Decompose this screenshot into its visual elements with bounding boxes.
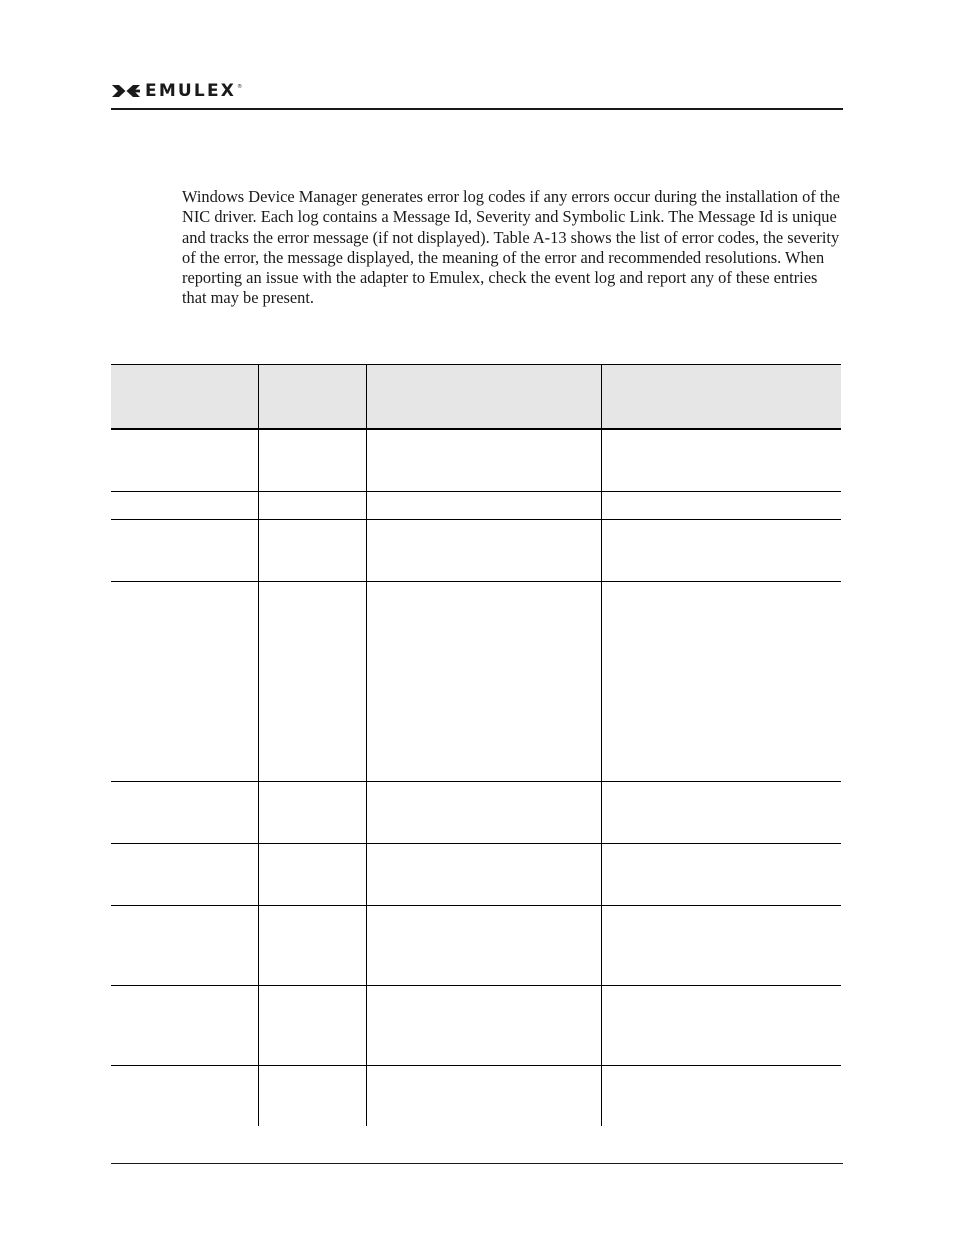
table-cell	[111, 429, 258, 491]
table-cell	[258, 781, 366, 843]
table-cell	[258, 429, 366, 491]
table-cell	[601, 985, 841, 1065]
table-cell	[111, 781, 258, 843]
table-cell	[601, 905, 841, 985]
table-header-cell	[258, 365, 366, 430]
table-cell	[111, 581, 258, 781]
table-row	[111, 581, 841, 781]
table-cell	[366, 429, 601, 491]
emulex-logo-icon	[111, 83, 141, 99]
table-cell	[366, 491, 601, 519]
table-cell	[111, 1065, 258, 1126]
table-cell	[601, 519, 841, 581]
table-cell	[366, 985, 601, 1065]
table-cell	[366, 781, 601, 843]
table-cell	[258, 581, 366, 781]
table-cell	[111, 843, 258, 905]
table-cell	[111, 491, 258, 519]
table-row	[111, 429, 841, 491]
table-row	[111, 905, 841, 985]
table-cell	[258, 491, 366, 519]
table-cell	[601, 581, 841, 781]
page-header	[111, 78, 843, 108]
table-cell	[258, 1065, 366, 1126]
table-row	[111, 843, 841, 905]
table-header-cell	[111, 365, 258, 430]
table-cell	[366, 581, 601, 781]
table-cell	[258, 843, 366, 905]
emulex-logo	[111, 81, 242, 101]
table-cell	[366, 843, 601, 905]
table-row	[111, 519, 841, 581]
table-row	[111, 781, 841, 843]
table-cell	[601, 781, 841, 843]
table-cell	[366, 1065, 601, 1126]
table-cell	[366, 905, 601, 985]
table-cell	[111, 519, 258, 581]
table-header-cell	[601, 365, 841, 430]
table-cell	[258, 905, 366, 985]
table-header-cell	[366, 365, 601, 430]
table-header-row	[111, 365, 841, 430]
error-log-table	[111, 364, 841, 1126]
table-row	[111, 1065, 841, 1126]
table-cell	[258, 985, 366, 1065]
table-row	[111, 985, 841, 1065]
footer-divider	[111, 1163, 843, 1164]
brand-name: EMULEX	[145, 81, 237, 101]
table-cell	[111, 985, 258, 1065]
table-cell	[111, 905, 258, 985]
table-cell	[601, 429, 841, 491]
table-cell	[601, 491, 841, 519]
trademark-mark: ®	[237, 84, 243, 90]
table-cell	[258, 519, 366, 581]
table-cell	[601, 1065, 841, 1126]
table-cell	[601, 843, 841, 905]
table-row	[111, 491, 841, 519]
table-cell	[366, 519, 601, 581]
header-divider	[111, 108, 843, 110]
intro-paragraph: Windows Device Manager generates error log codes if any errors occur during the installation of the NIC driver. Each log contains a Message Id, Severity and Symbolic Link. The Message Id is unique and tracks the error message (if not displayed). Table A-13 shows the list of error codes, the severity of the error, the message displayed, the meaning of the error and recommended resolutions. When reporting an issue with the adapter to Emulex, check the event log and report any of these entries that may be present.	[182, 187, 840, 308]
